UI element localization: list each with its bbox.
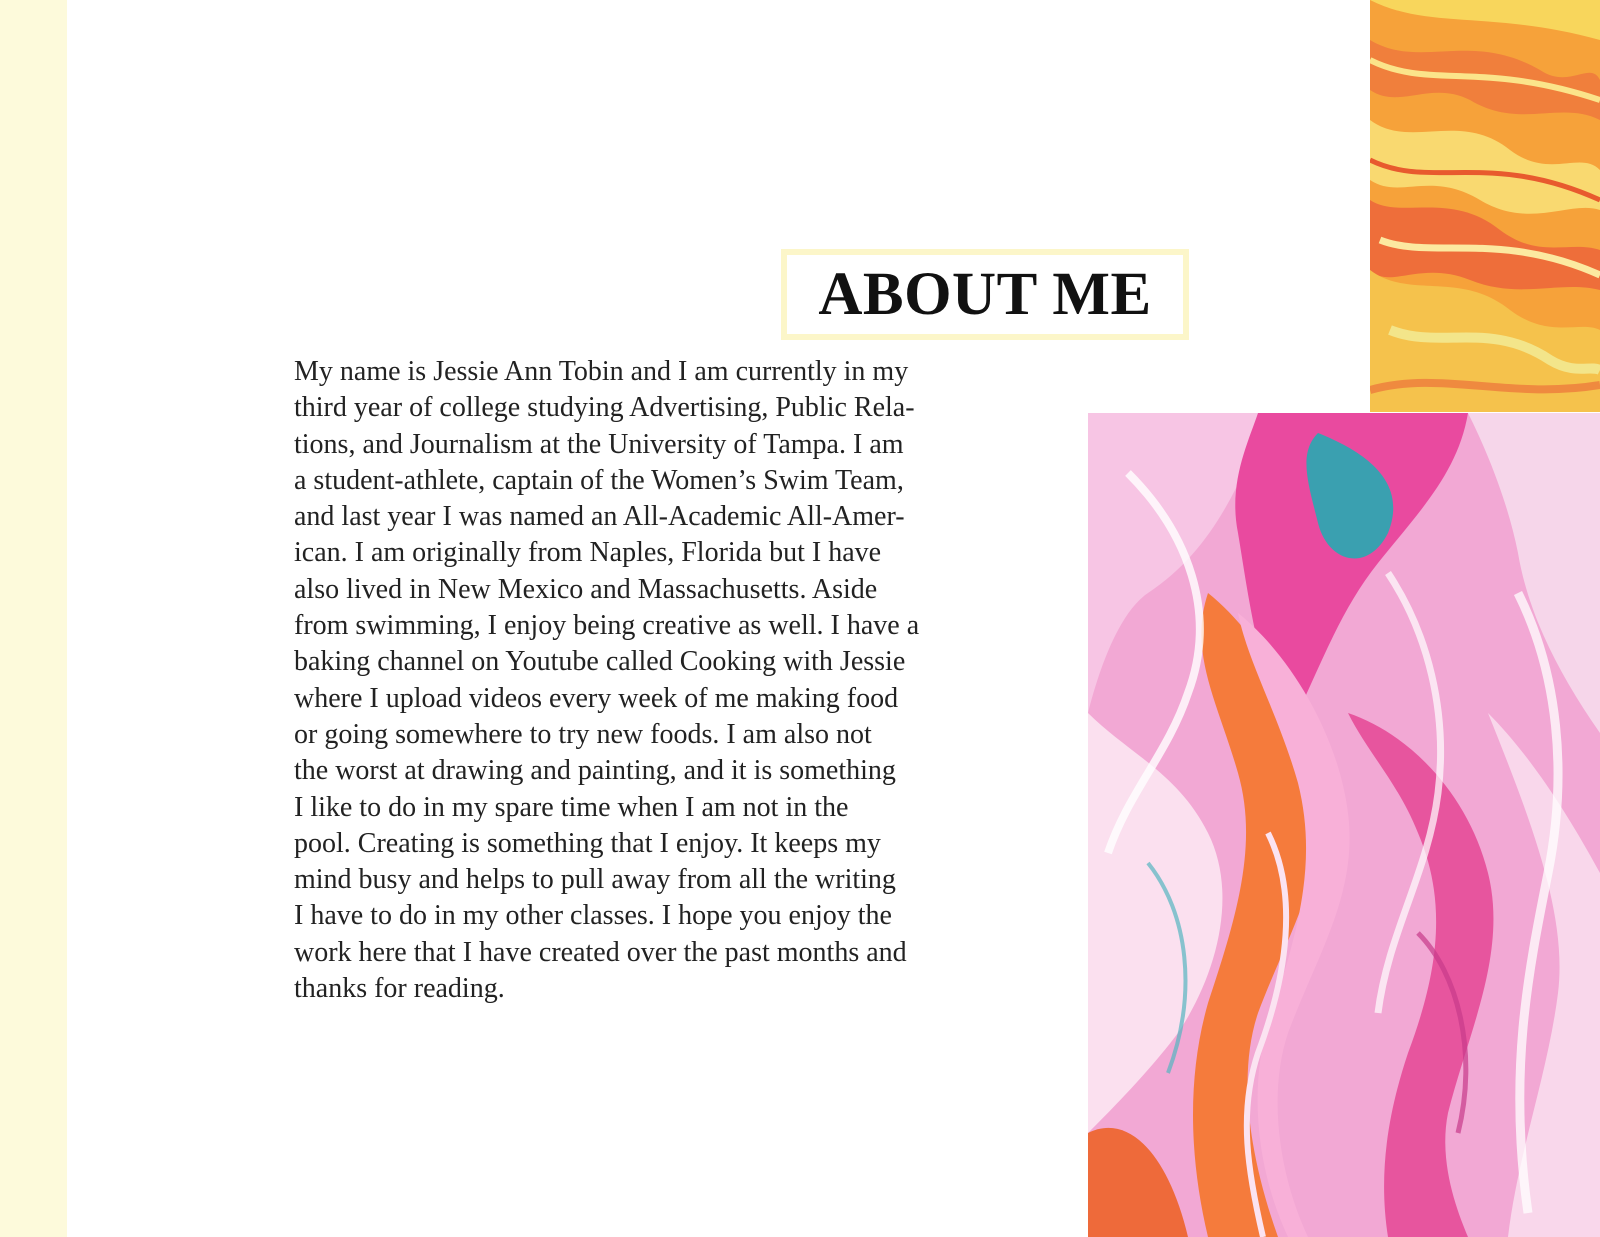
paragraph-line: the worst at drawing and painting, and it is something [294,755,896,787]
paragraph-line: ican. I am originally from Naples, Florida but I have [294,537,882,569]
page-title: ABOUT ME [818,261,1152,328]
about-me-paragraph [294,354,994,1007]
paragraph-line: where I upload videos every week of me making food [294,682,899,714]
pink-marble-image [1088,413,1600,1237]
paragraph-line: third year of college studying Advertising, Public Rela- [294,392,915,424]
orange-marble-image [1370,0,1600,412]
paragraph-line: a student-athlete, captain of the Women’s Swim Team, [294,464,904,496]
paragraph-line: baking channel on Youtube called Cooking with Jessie [294,646,906,678]
paragraph-line: tions, and Journalism at the University of Tampa. I am [294,428,904,460]
pink-marble-art [1088,413,1600,1237]
orange-marble-art [1370,0,1600,412]
left-accent-strip [0,0,67,1237]
paragraph-line: work here that I have created over the past months and [294,936,907,968]
about-me-title-box [781,249,1189,340]
paragraph-line: I have to do in my other classes. I hope you enjoy the [294,900,892,932]
paragraph-line: thanks for reading. [294,973,505,1005]
paragraph-line: from swimming, I enjoy being creative as well. I have a [294,610,920,642]
paragraph-line: pool. Creating is something that I enjoy. It keeps my [294,827,881,859]
paragraph-line: My name is Jessie Ann Tobin and I am currently in my [294,356,909,387]
paragraph-line: mind busy and helps to pull away from all the writing [294,864,896,896]
paragraph-line: and last year I was named an All-Academic All-Amer- [294,501,905,533]
paragraph-line: or going somewhere to try new foods. I am also not [294,718,872,750]
paragraph-line: I like to do in my spare time when I am not in the [294,791,849,823]
paragraph-line: also lived in New Mexico and Massachusetts. Aside [294,573,878,605]
